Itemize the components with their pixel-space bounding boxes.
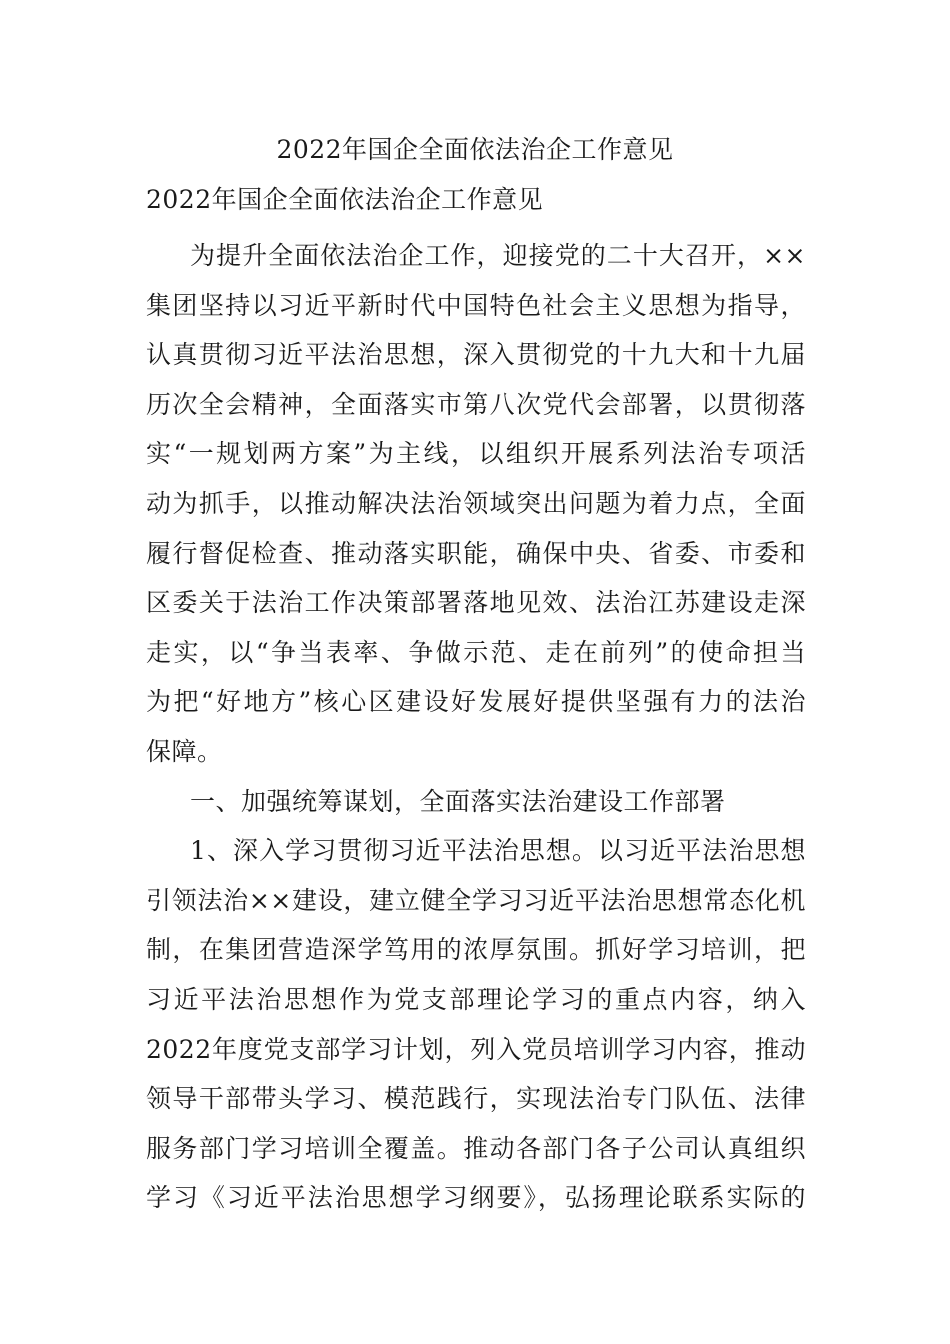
intro-paragraph xyxy=(146,231,806,777)
text-line: 习近平法治思想作为党支部理论学习的重点内容，纳入 xyxy=(146,984,806,1014)
document-title: 2022年国企全面依法治企工作意见 xyxy=(276,135,674,164)
text-line: 保障。 xyxy=(146,736,223,766)
text-line: 历次全会精神，全面落实市第八次党代会部署，以贯彻落 xyxy=(146,389,806,419)
text-line: 走实，以“争当表率、争做示范、走在前列”的使命担当 xyxy=(146,637,806,667)
text-line: 为提升全面依法治企工作，迎接党的二十大召开，×× xyxy=(190,241,806,270)
text-line: 集团坚持以习近平新时代中国特色社会主义思想为指导， xyxy=(146,290,806,320)
text-line: 引领法治××建设，建立健全学习习近平法治思想常态化机 xyxy=(146,885,806,915)
text-line: 学习《习近平法治思想学习纲要》，弘扬理论联系实际的 xyxy=(146,1183,806,1213)
text-line: 实“一规划两方案”为主线，以组织开展系列法治专项活 xyxy=(146,439,806,469)
text-line: 履行督促检查、推动落实职能，确保中央、省委、市委和 xyxy=(146,538,806,568)
section-heading: 一、加强统筹谋划，全面落实法治建设工作部署 xyxy=(190,786,726,816)
text-line: 认真贯彻习近平法治思想，深入贯彻党的十九大和十九届 xyxy=(146,340,806,370)
text-line: 动为抓手，以推动解决法治领域突出问题为着力点，全面 xyxy=(146,488,806,518)
document-body xyxy=(146,231,806,1223)
text-line: 服务部门学习培训全覆盖。推动各部门各子公司认真组织 xyxy=(146,1133,806,1163)
document-subtitle: 2022年国企全面依法治企工作意见 xyxy=(146,185,544,214)
text-line: 领导干部带头学习、模范践行，实现法治专门队伍、法律 xyxy=(146,1084,806,1114)
text-line: 为把“好地方”核心区建设好发展好提供坚强有力的法治 xyxy=(146,687,806,717)
text-line: 制，在集团营造深学笃用的浓厚氛围。抓好学习培训，把 xyxy=(146,935,806,965)
item-1-paragraph xyxy=(146,826,806,1223)
text-line: 区委关于法治工作决策部署落地见效、法治江苏建设走深 xyxy=(146,588,806,618)
text-line: 2022年度党支部学习计划，列入党员培训学习内容，推动 xyxy=(146,1034,806,1064)
text-line: 1、深入学习贯彻习近平法治思想。以习近平法治思想 xyxy=(190,836,806,866)
